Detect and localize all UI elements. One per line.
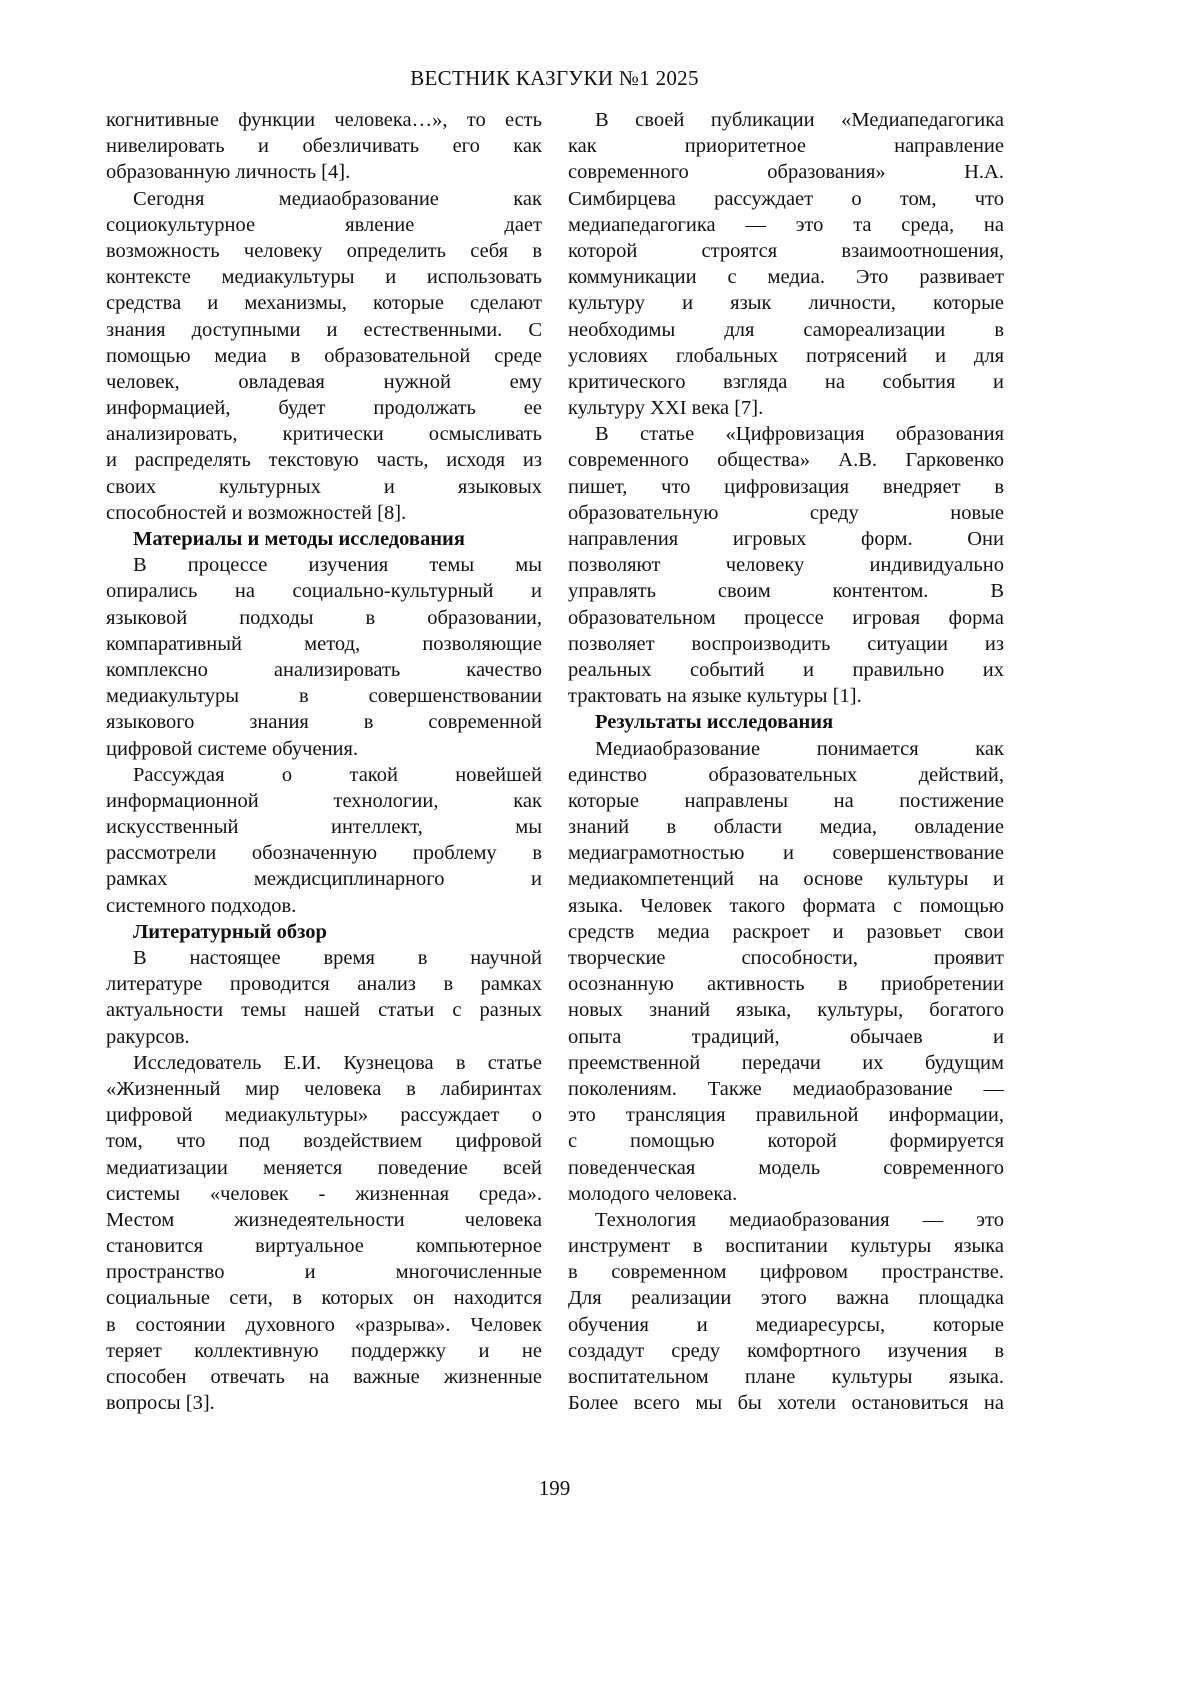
- text-line: языкового знания в современной: [106, 711, 542, 734]
- text-line: инструмент в воспитании культуры языка: [568, 1235, 1004, 1258]
- text-line: Сегодня медиаобразование как: [133, 187, 542, 210]
- text-line: культуру и язык личности, которые: [568, 292, 1004, 315]
- text-line: как приоритетное направление: [568, 135, 1004, 158]
- text-line: социокультурное явление дает: [106, 213, 542, 236]
- text-line: медиакомпетенций на основе культуры и: [568, 868, 1004, 891]
- text-line: литературе проводится анализ в рамках: [106, 973, 542, 996]
- text-line: Рассуждая о такой новейшей: [133, 763, 542, 786]
- paragraph: [106, 552, 542, 762]
- text-line: системы «человек - жизненная среда».: [106, 1182, 542, 1205]
- left-column: [106, 107, 542, 1416]
- text-line: знания доступными и естественными. С: [106, 318, 542, 341]
- text-line: когнитивные функции человека…», то есть: [106, 109, 542, 131]
- text-line: управлять своим контентом. В: [568, 580, 1004, 603]
- text-line: поколениям. Также медиаобразование —: [568, 1077, 1004, 1100]
- text-line: воспитательном плане культуры языка.: [568, 1366, 1004, 1388]
- text-line: молодого человека.: [568, 1182, 738, 1205]
- text-line: контексте медиакультуры и использовать: [106, 266, 542, 289]
- page-number: 199: [538, 1476, 571, 1500]
- paragraph: [568, 107, 1004, 421]
- text-line: языка. Человек такого формата с помощью: [568, 894, 1004, 917]
- text-line: анализировать, критически осмысливать: [106, 423, 542, 446]
- text-line: это трансляция правильной информации,: [568, 1104, 1004, 1127]
- text-line: реальных событий и правильно их: [568, 658, 1004, 681]
- text-line: системного подходов.: [106, 894, 297, 917]
- text-line: человек, овладевая нужной ему: [106, 370, 542, 393]
- text-line: Материалы и методы исследования: [133, 528, 465, 550]
- text-line: информационной технологии, как: [106, 789, 542, 812]
- text-line: информацией, будет продолжать ее: [106, 397, 542, 420]
- section-heading: [568, 709, 1004, 735]
- text-line: которой строятся взаимоотношения,: [568, 239, 1004, 262]
- text-line: в состоянии духовного «разрыва». Человек: [106, 1313, 542, 1336]
- text-line: условиях глобальных потрясений и для: [568, 344, 1004, 367]
- text-line: обучения и медиаресурсы, которые: [568, 1313, 1004, 1336]
- text-line: своих культурных и языковых: [106, 475, 542, 498]
- text-line: образовательную среду новые: [568, 501, 1004, 524]
- text-line: «Жизненный мир человека в лабиринтах: [106, 1077, 542, 1100]
- paragraph: [106, 107, 542, 186]
- text-line: способен отвечать на важные жизненные: [106, 1366, 542, 1388]
- paragraph: [106, 1050, 542, 1417]
- text-line: ракурсов.: [106, 1025, 190, 1048]
- text-line: Исследователь Е.И. Кузнецова в статье: [133, 1051, 542, 1074]
- text-line: знаний в области медиа, овладение: [568, 816, 1004, 839]
- text-line: вопросы [3].: [106, 1392, 215, 1415]
- text-line: актуальности темы нашей статьи с разных: [106, 999, 542, 1022]
- text-line: медиаграмотностью и совершенствование: [568, 842, 1004, 865]
- text-line: создадут среду комфортного изучения в: [568, 1339, 1004, 1362]
- text-line: помощью медиа в образовательной среде: [106, 344, 542, 367]
- text-line: языковой подходы в образовании,: [106, 606, 542, 629]
- text-line: рамках междисциплинарного и: [106, 868, 542, 891]
- text-line: рассмотрели обозначенную проблему в: [106, 842, 542, 865]
- text-line: Для реализации этого важна площадка: [568, 1287, 1004, 1310]
- text-line: с помощью которой формируется: [568, 1130, 1004, 1153]
- text-line: опыта традиций, обычаев и: [568, 1025, 1004, 1048]
- text-line: в современном цифровом пространстве.: [568, 1261, 1004, 1284]
- text-line: поведенческая модель современного: [568, 1156, 1004, 1179]
- paragraph: [568, 1207, 1004, 1417]
- text-line: позволяют человеку индивидуально: [568, 554, 1004, 577]
- section-heading: [106, 919, 542, 945]
- text-line: компаративный метод, позволяющие: [106, 632, 542, 655]
- text-line: Медиаобразование понимается как: [595, 737, 1004, 760]
- text-line: социальные сети, в которых он находится: [106, 1287, 542, 1310]
- text-line: образовательном процессе игровая форма: [568, 606, 1004, 629]
- section-heading: [106, 526, 542, 552]
- text-line: трактовать на языке культуры [1].: [568, 685, 862, 708]
- text-line: современного образования» Н.А.: [568, 161, 1004, 184]
- text-line: Местом жизнедеятельности человека: [106, 1208, 542, 1231]
- text-line: направления игровых форм. Они: [568, 528, 1004, 550]
- text-line: медиатизации меняется поведение всей: [106, 1156, 542, 1179]
- text-line: В настоящее время в научной: [133, 947, 542, 969]
- text-line: комплексно анализировать качество: [106, 658, 542, 681]
- text-line: теряет коллективную поддержку и не: [106, 1339, 542, 1362]
- text-line: В процессе изучения темы мы: [133, 554, 542, 577]
- text-line: критического взгляда на события и: [568, 370, 1004, 393]
- text-line: творческие способности, проявит: [568, 947, 1004, 969]
- text-line: средства и механизмы, которые сделают: [106, 292, 542, 315]
- text-line: медиапедагогика — это та среда, на: [568, 213, 1004, 236]
- paragraph: [106, 186, 542, 526]
- text-line: которые направлены на постижение: [568, 789, 1004, 812]
- text-line: возможность человеку определить себя в: [106, 239, 542, 262]
- text-line: Симбирцева рассуждает о том, что: [568, 187, 1004, 210]
- text-line: пишет, что цифровизация внедряет в: [568, 475, 1004, 498]
- text-line: современного общества» А.В. Гарковенко: [568, 449, 1004, 472]
- text-line: преемственной передачи их будущим: [568, 1051, 1004, 1074]
- text-line: Технология медиаобразования — это: [595, 1208, 1004, 1231]
- text-line: средств медиа раскроет и разовьет свои: [568, 920, 1004, 943]
- text-line: пространство и многочисленные: [106, 1261, 542, 1284]
- text-line: новых знаний языка, культуры, богатого: [568, 999, 1004, 1022]
- text-line: том, что под воздействием цифровой: [106, 1130, 542, 1153]
- paragraph: [568, 736, 1004, 1207]
- text-line: коммуникации с медиа. Это развивает: [568, 266, 1004, 289]
- text-line: опирались на социально-культурный и: [106, 580, 542, 603]
- text-line: В своей публикации «Медиапедагогика: [595, 109, 1004, 131]
- text-line: способностей и возможностей [8].: [106, 501, 407, 524]
- text-line: осознанную активность в приобретении: [568, 973, 1004, 996]
- text-line: В статье «Цифровизация образования: [595, 423, 1004, 446]
- text-line: и распределять текстовую часть, исходя из: [106, 449, 542, 472]
- text-line: цифровой медиакультуры» рассуждает о: [106, 1104, 542, 1127]
- text-line: образованную личность [4].: [106, 161, 351, 184]
- text-line: необходимы для самореализации в: [568, 318, 1004, 341]
- text-line: нивелировать и обезличивать его как: [106, 135, 542, 158]
- text-line: становится виртуальное компьютерное: [106, 1235, 542, 1258]
- paragraph: [568, 421, 1004, 709]
- text-line: позволяет воспроизводить ситуации из: [568, 632, 1004, 655]
- text-line: искусственный интеллект, мы: [106, 816, 542, 839]
- text-line: медиакультуры в совершенствовании: [106, 685, 542, 708]
- text-line: культуру XXI века [7].: [568, 397, 764, 420]
- journal-header: ВЕСТНИК КАЗГУКИ №1 2025: [410, 66, 699, 90]
- text-line: единство образовательных действий,: [568, 763, 1004, 786]
- text-line: цифровой системе обучения.: [106, 737, 359, 760]
- text-line: Литературный обзор: [133, 920, 327, 943]
- paragraph: [106, 762, 542, 919]
- paragraph: [106, 945, 542, 1050]
- text-line: Более всего мы бы хотели остановиться на: [568, 1392, 1004, 1415]
- text-line: Результаты исследования: [595, 711, 834, 734]
- right-column: [568, 107, 1004, 1416]
